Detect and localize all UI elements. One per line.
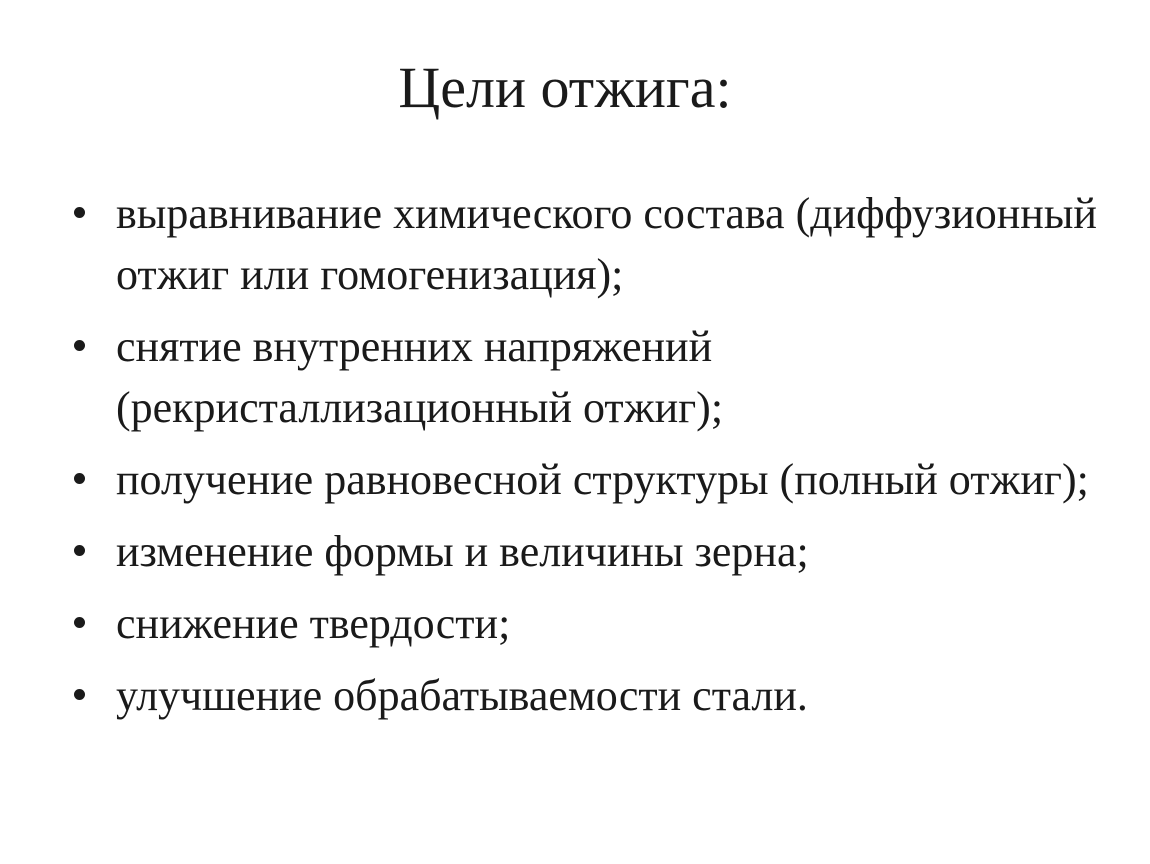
bullet-list bbox=[68, 183, 1108, 737]
slide-title: Цели отжига: bbox=[398, 55, 732, 120]
bullet-text: изменение формы и величины зерна; bbox=[116, 527, 809, 576]
list-item bbox=[68, 593, 1108, 654]
list-item bbox=[68, 521, 1108, 582]
bullet-icon bbox=[74, 545, 85, 556]
list-item bbox=[68, 183, 1108, 305]
list-item bbox=[68, 449, 1108, 510]
bullet-text: снятие внутренних напряжений (рекристаллизационный отжиг); bbox=[116, 322, 724, 432]
bullet-icon bbox=[74, 617, 85, 628]
bullet-text: улучшение обрабатываемости стали. bbox=[116, 671, 808, 720]
bullet-text: выравнивание химического состава (диффузионный отжиг или гомогенизация); bbox=[116, 189, 1097, 299]
bullet-text: получение равновесной структуры (полный отжиг); bbox=[116, 455, 1089, 504]
list-item bbox=[68, 665, 1108, 726]
bullet-text: снижение твердости; bbox=[116, 599, 511, 648]
bullet-icon bbox=[74, 207, 85, 218]
bullet-icon bbox=[74, 340, 85, 351]
bullet-icon bbox=[74, 689, 85, 700]
list-item bbox=[68, 316, 1108, 438]
bullet-icon bbox=[74, 473, 85, 484]
